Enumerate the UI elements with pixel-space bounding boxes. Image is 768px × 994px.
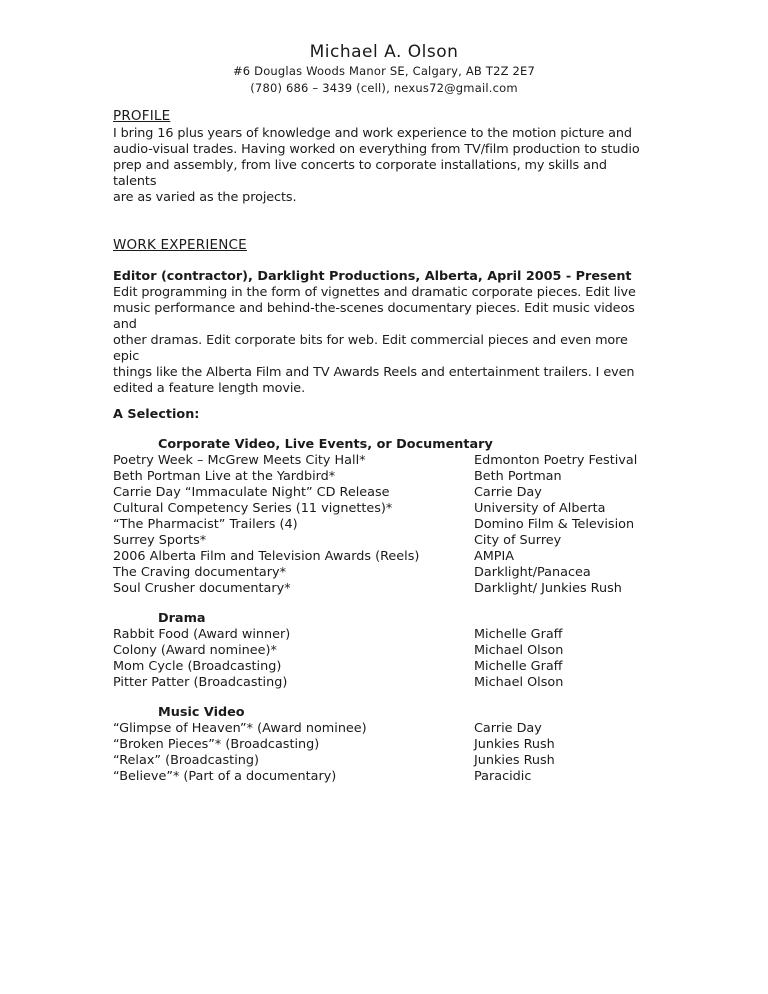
contact-line: (780) 686 – 3439 (cell), nexus72@gmail.com <box>250 81 518 95</box>
project-title: Cultural Competency Series (11 vignettes)* <box>113 501 393 516</box>
job-line: Edit programming in the form of vignettes and dramatic corporate pieces. Edit live <box>113 285 636 300</box>
project-row <box>113 517 653 533</box>
project-row <box>113 643 653 659</box>
project-group-corporate <box>113 437 653 597</box>
project-row <box>113 485 653 501</box>
project-row <box>113 721 653 737</box>
project-row <box>113 549 653 565</box>
project-client: University of Alberta <box>474 501 606 516</box>
project-row <box>113 769 653 785</box>
project-group-drama <box>113 611 653 691</box>
project-row <box>113 453 653 469</box>
project-client: Michael Olson <box>474 643 564 658</box>
job-line: edited a feature length movie. <box>113 381 306 396</box>
project-client: Beth Portman <box>474 469 562 484</box>
project-title: “Believe”* (Part of a documentary) <box>113 769 337 784</box>
category-heading: Drama <box>158 611 206 626</box>
project-row <box>113 469 653 485</box>
project-title: Pitter Patter (Broadcasting) <box>113 675 288 690</box>
job-line: music performance and behind-the-scenes documentary pieces. Edit music videos and <box>113 301 635 332</box>
address-line: #6 Douglas Woods Manor SE, Calgary, AB T2Z 2E7 <box>232 64 536 78</box>
project-row <box>113 753 653 769</box>
project-title: “Broken Pieces”* (Broadcasting) <box>113 737 320 752</box>
project-row <box>113 533 653 549</box>
project-row <box>113 675 653 691</box>
project-title: Rabbit Food (Award winner) <box>113 627 291 642</box>
project-client: City of Surrey <box>474 533 562 548</box>
project-title: Beth Portman Live at the Yardbird* <box>113 469 336 484</box>
job-description <box>113 285 653 397</box>
project-row <box>113 501 653 517</box>
category-heading: Music Video <box>158 705 245 720</box>
job-title: Editor (contractor), Darklight Productions, Alberta, April 2005 - Present <box>113 269 632 284</box>
profile-line: audio-visual trades. Having worked on everything from TV/film production to studio <box>113 142 640 157</box>
project-title: “Relax” (Broadcasting) <box>113 753 259 768</box>
project-title: Soul Crusher documentary* <box>113 581 291 596</box>
project-client: Paracidic <box>474 769 532 784</box>
project-client: Darklight/ Junkies Rush <box>474 581 622 596</box>
profile-line: prep and assembly, from live concerts to corporate installations, my skills and talents <box>113 158 607 189</box>
profile-line: are as varied as the projects. <box>113 190 297 205</box>
project-client: Michelle Graff <box>474 659 563 674</box>
project-title: Poetry Week – McGrew Meets City Hall* <box>113 453 366 468</box>
project-title: Colony (Award nominee)* <box>113 643 277 658</box>
project-title: “The Pharmacist” Trailers (4) <box>113 517 298 532</box>
project-client: Edmonton Poetry Festival <box>474 453 638 468</box>
resume-body <box>113 106 653 785</box>
project-client: Carrie Day <box>474 721 542 736</box>
project-title: The Craving documentary* <box>113 565 286 580</box>
project-client: Darklight/Panacea <box>474 565 591 580</box>
project-group-music-video <box>113 705 653 785</box>
project-client: Junkies Rush <box>474 737 555 752</box>
project-client: AMPIA <box>474 549 515 564</box>
project-client: Carrie Day <box>474 485 542 500</box>
project-client: Michael Olson <box>474 675 564 690</box>
job-line: things like the Alberta Film and TV Awards Reels and entertainment trailers. I even <box>113 365 635 380</box>
project-client: Junkies Rush <box>474 753 555 768</box>
project-row <box>113 659 653 675</box>
project-row <box>113 565 653 581</box>
project-client: Domino Film & Television <box>474 517 635 532</box>
project-row <box>113 581 653 597</box>
selection-title: A Selection: <box>113 407 200 422</box>
profile-paragraph <box>113 126 653 206</box>
project-title: Surrey Sports* <box>113 533 207 548</box>
project-title: Mom Cycle (Broadcasting) <box>113 659 282 674</box>
profile-line: I bring 16 plus years of knowledge and work experience to the motion picture and <box>113 126 632 141</box>
category-heading: Corporate Video, Live Events, or Documentary <box>158 437 493 452</box>
work-experience-heading: WORK EXPERIENCE <box>113 237 247 253</box>
job-line: other dramas. Edit corporate bits for web. Edit commercial pieces and even more epic <box>113 333 628 364</box>
project-title: Carrie Day “Immaculate Night” CD Release <box>113 485 390 500</box>
profile-heading: PROFILE <box>113 108 171 124</box>
project-title: 2006 Alberta Film and Television Awards (Reels) <box>113 549 420 564</box>
project-client: Michelle Graff <box>474 627 563 642</box>
project-row <box>113 627 653 643</box>
applicant-name: Michael A. Olson <box>309 42 459 62</box>
resume-header <box>0 0 768 97</box>
project-row <box>113 737 653 753</box>
project-title: “Glimpse of Heaven”* (Award nominee) <box>113 721 367 736</box>
